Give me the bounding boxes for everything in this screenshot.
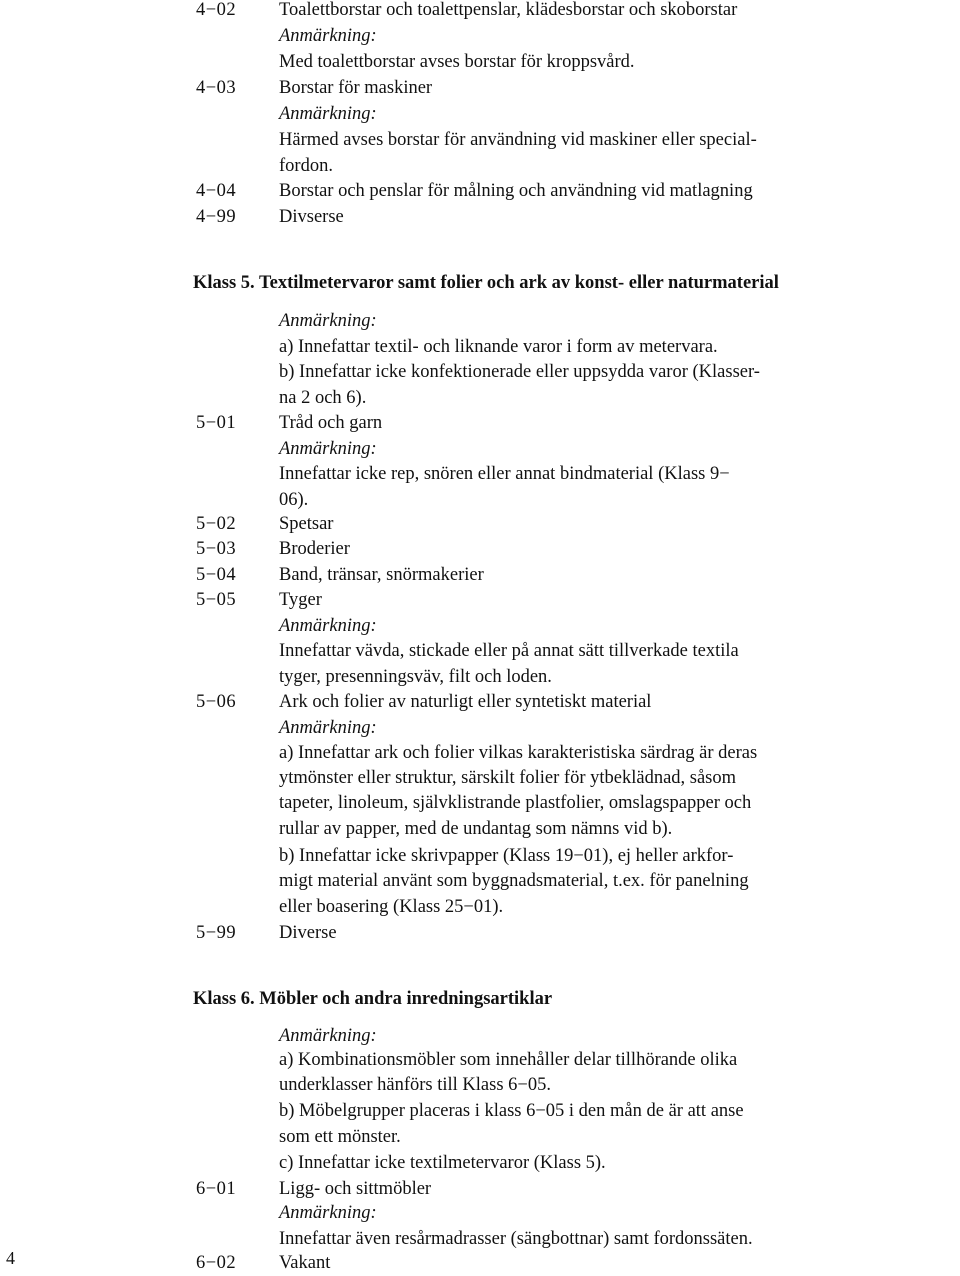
text-line	[0, 1072, 960, 1098]
text-line	[0, 127, 960, 153]
class-heading-text: Klass 5. Textilmetervaror samt folier och ark av konst- eller naturmaterial	[193, 273, 779, 293]
note-text: Innefattar icke rep, snören eller annat bindmaterial (Klass 9−	[279, 464, 730, 484]
subclass-title: Toalettborstar och toalettpenslar, klädesborstar och skoborstar	[279, 0, 738, 20]
text-line	[0, 1226, 960, 1252]
subclass-row	[0, 0, 960, 23]
subclass-code: 4−02	[196, 0, 237, 20]
note-text: a) Innefattar ark och folier vilkas karakteristiska särdrag är deras	[279, 743, 758, 763]
subclass-title: Spetsar	[279, 514, 334, 534]
text-line	[0, 461, 960, 487]
subclass-code: 5−04	[196, 565, 237, 585]
note-label: Anmärkning:	[279, 104, 377, 124]
note-label: Anmärkning:	[279, 311, 377, 331]
note-heading-row	[0, 613, 960, 639]
subclass-title: Borstar och penslar för målning och användning vid matlagning	[279, 181, 753, 201]
subclass-title: Ligg- och sittmöbler	[279, 1179, 432, 1199]
note-label: Anmärkning:	[279, 1203, 377, 1223]
note-text: tyger, presenningsväv, filt och loden.	[279, 667, 552, 687]
note-text: eller boasering (Klass 25−01).	[279, 897, 504, 917]
note-text: migt material använt som byggnadsmaterial, t.ex. för panelning	[279, 871, 749, 891]
subclass-title: Tyger	[279, 590, 322, 610]
text-line	[0, 1098, 960, 1124]
subclass-row	[0, 536, 960, 562]
page-number: 4	[6, 1248, 15, 1268]
subclass-title: Tråd och garn	[279, 413, 383, 433]
note-text: b) Möbelgrupper placeras i klass 6−05 i den mån de är att anse	[279, 1101, 744, 1121]
subclass-row	[0, 410, 960, 436]
note-heading-row	[0, 436, 960, 462]
note-heading-row	[0, 308, 960, 334]
note-label: Anmärkning:	[279, 718, 377, 738]
subclass-code: 4−04	[196, 181, 237, 201]
subclass-row	[0, 689, 960, 715]
subclass-row	[0, 511, 960, 537]
note-text: rullar av papper, med de undantag som nämns vid b).	[279, 819, 673, 839]
class-heading	[0, 270, 960, 296]
text-line	[0, 334, 960, 360]
text-line	[0, 790, 960, 816]
text-line	[0, 359, 960, 385]
note-heading-row	[0, 23, 960, 49]
text-line	[0, 385, 960, 411]
text-line	[0, 1047, 960, 1073]
note-label: Anmärkning:	[279, 1026, 377, 1046]
subclass-code: 5−02	[196, 514, 237, 534]
note-label: Anmärkning:	[279, 26, 377, 46]
note-heading-row	[0, 101, 960, 127]
subclass-title: Vakant	[279, 1253, 331, 1273]
subclass-row	[0, 178, 960, 204]
subclass-title: Band, tränsar, snörmakerier	[279, 565, 484, 585]
subclass-code: 5−01	[196, 413, 237, 433]
subclass-code: 4−03	[196, 78, 237, 98]
note-label: Anmärkning:	[279, 439, 377, 459]
note-heading-row	[0, 715, 960, 741]
text-line	[0, 487, 960, 513]
subclass-code: 4−99	[196, 207, 237, 227]
note-text: Innefattar vävda, stickade eller på annat sätt tillverkade textila	[279, 641, 739, 661]
note-text: Innefattar även resårmadrasser (sängbottnar) samt fordonssäten.	[279, 1229, 753, 1249]
text-line	[0, 49, 960, 75]
note-heading-row	[0, 1200, 960, 1226]
subclass-title: Ark och folier av naturligt eller syntetiskt material	[279, 692, 652, 712]
subclass-code: 5−99	[196, 923, 237, 943]
text-line	[0, 664, 960, 690]
text-line	[0, 894, 960, 920]
note-text: na 2 och 6).	[279, 388, 367, 408]
note-text: tapeter, linoleum, självklistrande plastfolier, omslagspapper och	[279, 793, 752, 813]
text-line	[0, 816, 960, 842]
note-text: c) Innefattar icke textilmetervaror (Klass 5).	[279, 1153, 606, 1173]
note-text: Härmed avses borstar för användning vid maskiner eller special-	[279, 130, 757, 150]
subclass-title: Diverse	[279, 923, 337, 943]
class-heading-text: Klass 6. Möbler och andra inredningsartiklar	[193, 989, 553, 1009]
subclass-row	[0, 587, 960, 613]
subclass-row	[0, 75, 960, 101]
text-line	[0, 638, 960, 664]
class-heading	[0, 986, 960, 1012]
note-text: som ett mönster.	[279, 1127, 401, 1147]
subclass-code: 5−03	[196, 539, 237, 559]
note-label: Anmärkning:	[279, 616, 377, 636]
text-line	[0, 1124, 960, 1150]
subclass-row	[0, 204, 960, 230]
subclass-row	[0, 920, 960, 946]
subclass-code: 5−06	[196, 692, 237, 712]
note-text: fordon.	[279, 156, 333, 176]
note-text: a) Kombinationsmöbler som innehåller delar tillhörande olika	[279, 1050, 738, 1070]
subclass-title: Borstar för maskiner	[279, 78, 433, 98]
subclass-row	[0, 562, 960, 588]
note-heading-row	[0, 1023, 960, 1049]
text-line	[0, 740, 960, 766]
text-line	[0, 843, 960, 869]
subclass-row	[0, 1250, 960, 1276]
text-line	[0, 765, 960, 791]
subclass-title: Broderier	[279, 539, 350, 559]
text-line	[0, 868, 960, 894]
note-text: Med toalettborstar avses borstar för kroppsvård.	[279, 52, 635, 72]
subclass-code: 5−05	[196, 590, 237, 610]
text-line	[0, 153, 960, 179]
subclass-row	[0, 1176, 960, 1202]
note-text: b) Innefattar icke skrivpapper (Klass 19−01), ej heller arkfor-	[279, 846, 734, 866]
subclass-code: 6−02	[196, 1253, 237, 1273]
note-text: b) Innefattar icke konfektionerade eller uppsydda varor (Klasser-	[279, 362, 760, 382]
note-text: a) Innefattar textil- och liknande varor i form av metervara.	[279, 337, 718, 357]
text-line	[0, 1150, 960, 1176]
note-text: underklasser hänförs till Klass 6−05.	[279, 1075, 551, 1095]
note-text: ytmönster eller struktur, särskilt folier för ytbeklädnad, såsom	[279, 768, 737, 788]
note-text: 06).	[279, 490, 309, 510]
subclass-title: Divserse	[279, 207, 344, 227]
subclass-code: 6−01	[196, 1179, 237, 1199]
